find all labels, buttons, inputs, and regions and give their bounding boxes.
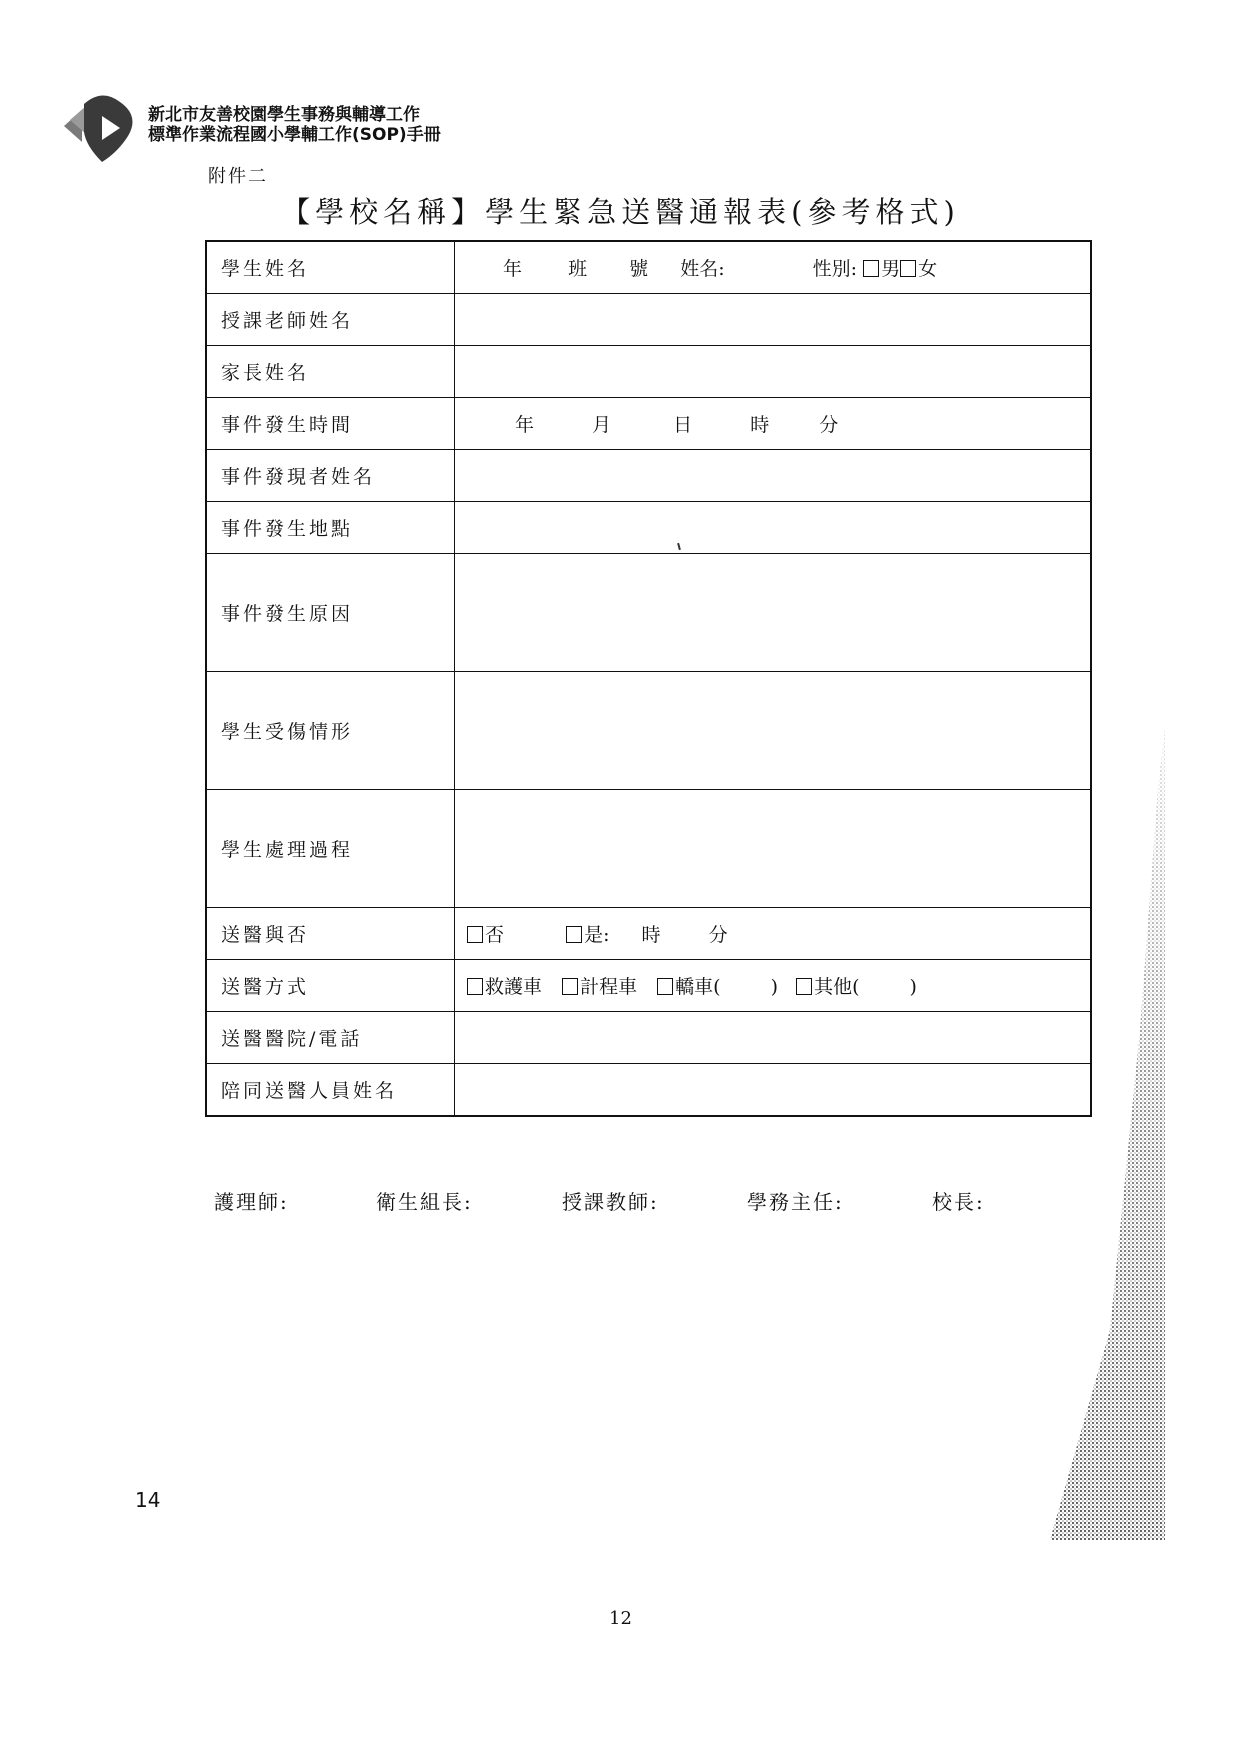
scan-shadow [1040, 730, 1165, 1540]
label-incident-location: 事件發生地點 [206, 502, 455, 554]
label-handling-process: 學生處理過程 [206, 790, 455, 908]
label-hospital-phone: 送醫醫院/電話 [206, 1012, 455, 1064]
year-text: 年 [515, 414, 535, 436]
yes-text: 是: [584, 924, 610, 946]
class-text: 班 [568, 258, 588, 280]
name-text: 姓名: [680, 258, 725, 280]
value-injury-status[interactable] [455, 672, 1092, 790]
label-parent-name: 家長姓名 [206, 346, 455, 398]
checkbox-yes[interactable] [566, 926, 582, 943]
value-parent-name[interactable] [455, 346, 1092, 398]
side-page-number: 14 [135, 1488, 161, 1512]
form-title: 【學校名稱】學生緊急送醫通報表(參考格式) [281, 195, 960, 229]
checkbox-male[interactable] [863, 260, 879, 277]
value-incident-cause[interactable] [455, 554, 1092, 672]
row-incident-time [206, 398, 1091, 450]
header-line-2: 標準作業流程國小學輔工作(SOP)手冊 [148, 125, 441, 145]
taxi-text: 計程車 [580, 976, 638, 998]
female-text: 女 [918, 258, 938, 280]
month-text: 月 [592, 414, 612, 436]
sig-principal: 校長: [932, 1190, 985, 1214]
row-transport-method [206, 960, 1091, 1012]
other-text: 其他( [814, 976, 860, 998]
row-discoverer-name [206, 450, 1091, 502]
label-student-name: 學生姓名 [206, 241, 455, 294]
row-sent-to-hospital [206, 908, 1091, 960]
report-form-table [205, 240, 1092, 1117]
page-number: 12 [609, 1608, 632, 1629]
attachment-label: 附件二 [208, 166, 268, 187]
value-transport-method[interactable] [455, 960, 1092, 1012]
row-parent-name [206, 346, 1091, 398]
label-teacher-name: 授課老師姓名 [206, 294, 455, 346]
checkbox-no[interactable] [467, 926, 483, 943]
row-handling-process [206, 790, 1091, 908]
hour-text: 時 [750, 414, 770, 436]
label-incident-cause: 事件發生原因 [206, 554, 455, 672]
row-teacher-name [206, 294, 1091, 346]
value-incident-location[interactable] [455, 502, 1092, 554]
value-sent-to-hospital[interactable] [455, 908, 1092, 960]
row-hospital-phone [206, 1012, 1091, 1064]
day-text: 日 [673, 414, 693, 436]
number-text: 號 [629, 258, 649, 280]
label-incident-time: 事件發生時間 [206, 398, 455, 450]
checkbox-other[interactable] [796, 978, 812, 995]
label-discoverer-name: 事件發現者姓名 [206, 450, 455, 502]
value-handling-process[interactable] [455, 790, 1092, 908]
row-escort-name [206, 1064, 1091, 1117]
sig-nurse: 護理師: [214, 1190, 289, 1214]
minute-text: 分 [708, 924, 728, 946]
label-sent-to-hospital: 送醫與否 [206, 908, 455, 960]
checkbox-ambulance[interactable] [467, 978, 483, 995]
car-text: 轎車( [675, 976, 721, 998]
minute-text: 分 [819, 414, 839, 436]
logo-icon [62, 86, 142, 166]
label-escort-name: 陪同送醫人員姓名 [206, 1064, 455, 1117]
checkbox-female[interactable] [900, 260, 916, 277]
value-student-name[interactable] [455, 241, 1092, 294]
sig-director: 學務主任: [747, 1190, 844, 1214]
header-line-1: 新北市友善校園學生事務與輔導工作 [148, 105, 420, 125]
value-teacher-name[interactable] [455, 294, 1092, 346]
row-incident-cause [206, 554, 1091, 672]
value-hospital-phone[interactable] [455, 1012, 1092, 1064]
car-close-paren: ) [770, 976, 779, 998]
sig-teacher: 授課教師: [562, 1190, 659, 1214]
row-student-name [206, 241, 1091, 294]
manual-header [148, 105, 441, 145]
sig-health-leader: 衛生組長: [376, 1190, 473, 1214]
hour-text: 時 [641, 924, 661, 946]
gender-text: 性別: [812, 258, 858, 280]
ambulance-text: 救護車 [485, 976, 543, 998]
checkbox-car[interactable] [657, 978, 673, 995]
no-text: 否 [485, 924, 505, 946]
value-discoverer-name[interactable] [455, 450, 1092, 502]
row-injury-status [206, 672, 1091, 790]
male-text: 男 [881, 258, 901, 280]
grade-text: 年 [503, 258, 523, 280]
label-injury-status: 學生受傷情形 [206, 672, 455, 790]
value-escort-name[interactable] [455, 1064, 1092, 1117]
other-close-paren: ) [909, 976, 917, 998]
row-incident-location [206, 502, 1091, 554]
value-incident-time[interactable] [455, 398, 1092, 450]
label-transport-method: 送醫方式 [206, 960, 455, 1012]
checkbox-taxi[interactable] [562, 978, 578, 995]
